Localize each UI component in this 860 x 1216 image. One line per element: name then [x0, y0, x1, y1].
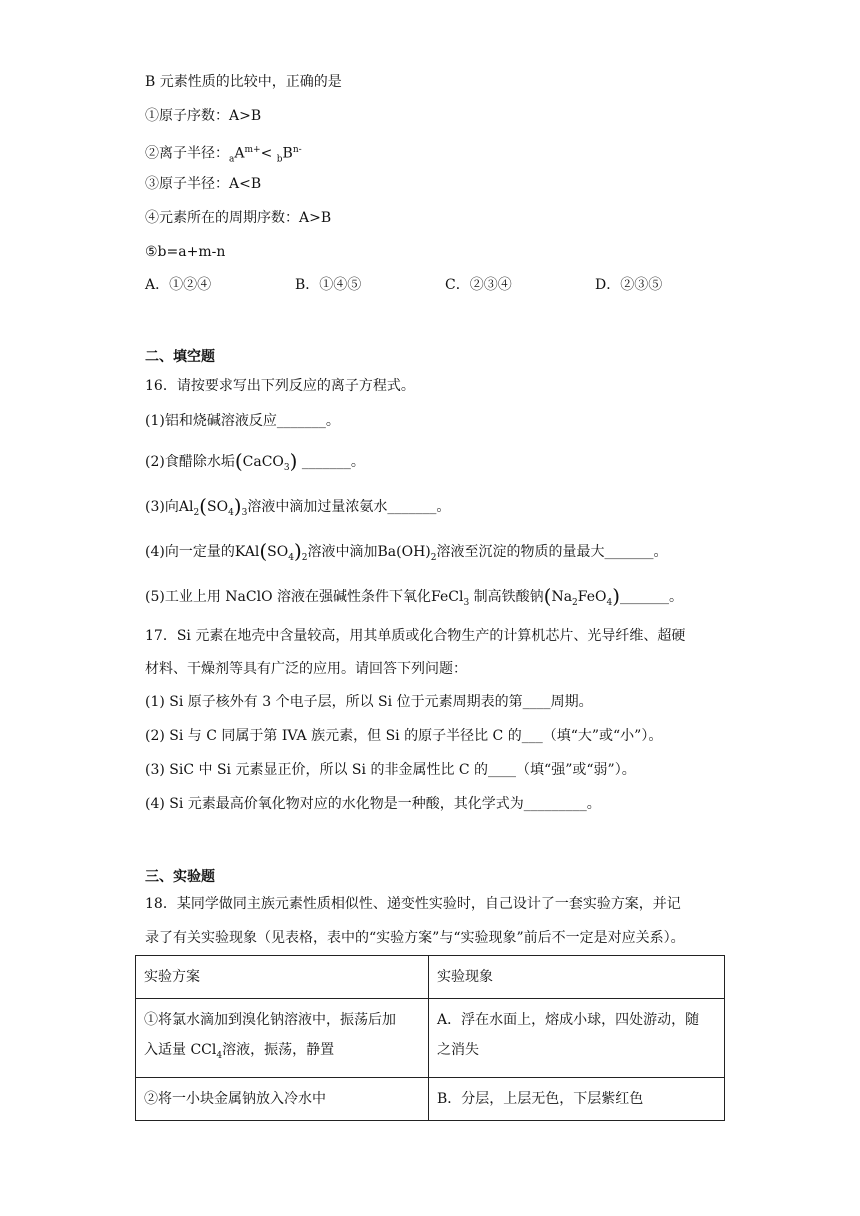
q15-statement-5: ⑤b=a+m-n: [145, 244, 226, 260]
q15-options: [145, 274, 745, 294]
q17-part-2: (2) Si 与 C 同属于第 IVA 族元素，但 Si 的原子半径比 C 的___（填“大”或“小”）。: [145, 728, 663, 744]
table-header-phenomenon: 实验现象: [429, 956, 725, 999]
table-row: [136, 999, 725, 1078]
q18-stem-line-2: 录了有关实验现象（见表格，表中的“实验方案”与“实验现象”前后不一定是对应关系）。: [145, 930, 685, 946]
q17-stem-line-2: 材料、干燥剂等具有广泛的应用。请回答下列问题：: [145, 661, 467, 677]
q16-part-1: (1)铝和烧碱溶液反应_______。: [145, 413, 340, 429]
q16-part-4: (4)向一定量的$KAl(SO_4)_2$溶液中滴加$Ba(OH)_2$溶液至沉淀的物质的量最大_______。: [145, 539, 668, 563]
table-cell-plan-2: ②将一小块金属钠放入冷水中: [136, 1077, 429, 1120]
table-header-plan: 实验方案: [136, 956, 429, 999]
section-title-fill-in: 二、填空题: [145, 349, 215, 365]
q16-stem: 16．请按要求写出下列反应的离子方程式。: [145, 378, 415, 394]
q15-option-b: B．①④⑤: [295, 277, 362, 293]
table-cell-plan-1: ①将氯水滴加到溴化钠溶液中，振荡后加 入适量 CCl$_4$溶液，振荡，静置: [136, 999, 429, 1078]
section-title-experiment: 三、实验题: [145, 869, 215, 885]
q15-option-c: C．②③④: [445, 277, 512, 293]
table-cell-phenomenon-a: A．浮在水面上，熔成小球，四处游动，随 之消失: [429, 999, 725, 1078]
q15-option-a: A．①②④: [145, 277, 212, 293]
q15-statement-3: ③原子半径：A<B: [145, 176, 262, 192]
q16-part-3: (3)向$Al_2(SO_4)_3$溶液中滴加过量浓氨水_______。: [145, 494, 451, 518]
table-header-row: [136, 956, 725, 999]
q15-statement-1: ①原子序数：A>B: [145, 108, 262, 124]
q18-stem-line-1: 18．某同学做同主族元素性质相似性、递变性实验时，自己设计了一套实验方案，并记: [145, 896, 681, 912]
q17-stem-line-1: 17．Si 元素在地壳中含量较高，用其单质或化合物生产的计算机芯片、光导纤维、超硬: [145, 628, 686, 644]
q15-stem: B 元素性质的比较中，正确的是: [145, 74, 342, 90]
q16-part-5: (5)工业上用 NaClO 溶液在强碱性条件下氧化FeCl$_3$ 制高铁酸钠$(Na_2FeO_4)\_\_\_\_\_\_\_$。: [145, 584, 684, 608]
experiment-table: [135, 955, 725, 1121]
table-row: [136, 1077, 725, 1120]
table-cell-phenomenon-b: B．分层，上层无色，下层紫红色: [429, 1077, 725, 1120]
q17-part-1: (1) Si 原子核外有 3 个电子层，所以 Si 位于元素周期表的第____周期。: [145, 694, 593, 710]
q15-statement-2: ②离子半径：$_aA^{m+}< _bB^{n-}$: [145, 145, 302, 165]
q15-option-d: D．②③⑤: [595, 277, 663, 293]
q17-part-3: (3) SiC 中 Si 元素显正价，所以 Si 的非金属性比 C 的____（填“强”或“弱”）。: [145, 762, 636, 778]
q16-part-2: (2)食醋除水垢(CaCO$_3$) _______。: [145, 449, 365, 473]
q15-statement-4: ④元素所在的周期序数：A>B: [145, 210, 332, 226]
q17-part-4: (4) Si 元素最高价氧化物对应的水化物是一种酸，其化学式为_________。: [145, 796, 601, 812]
